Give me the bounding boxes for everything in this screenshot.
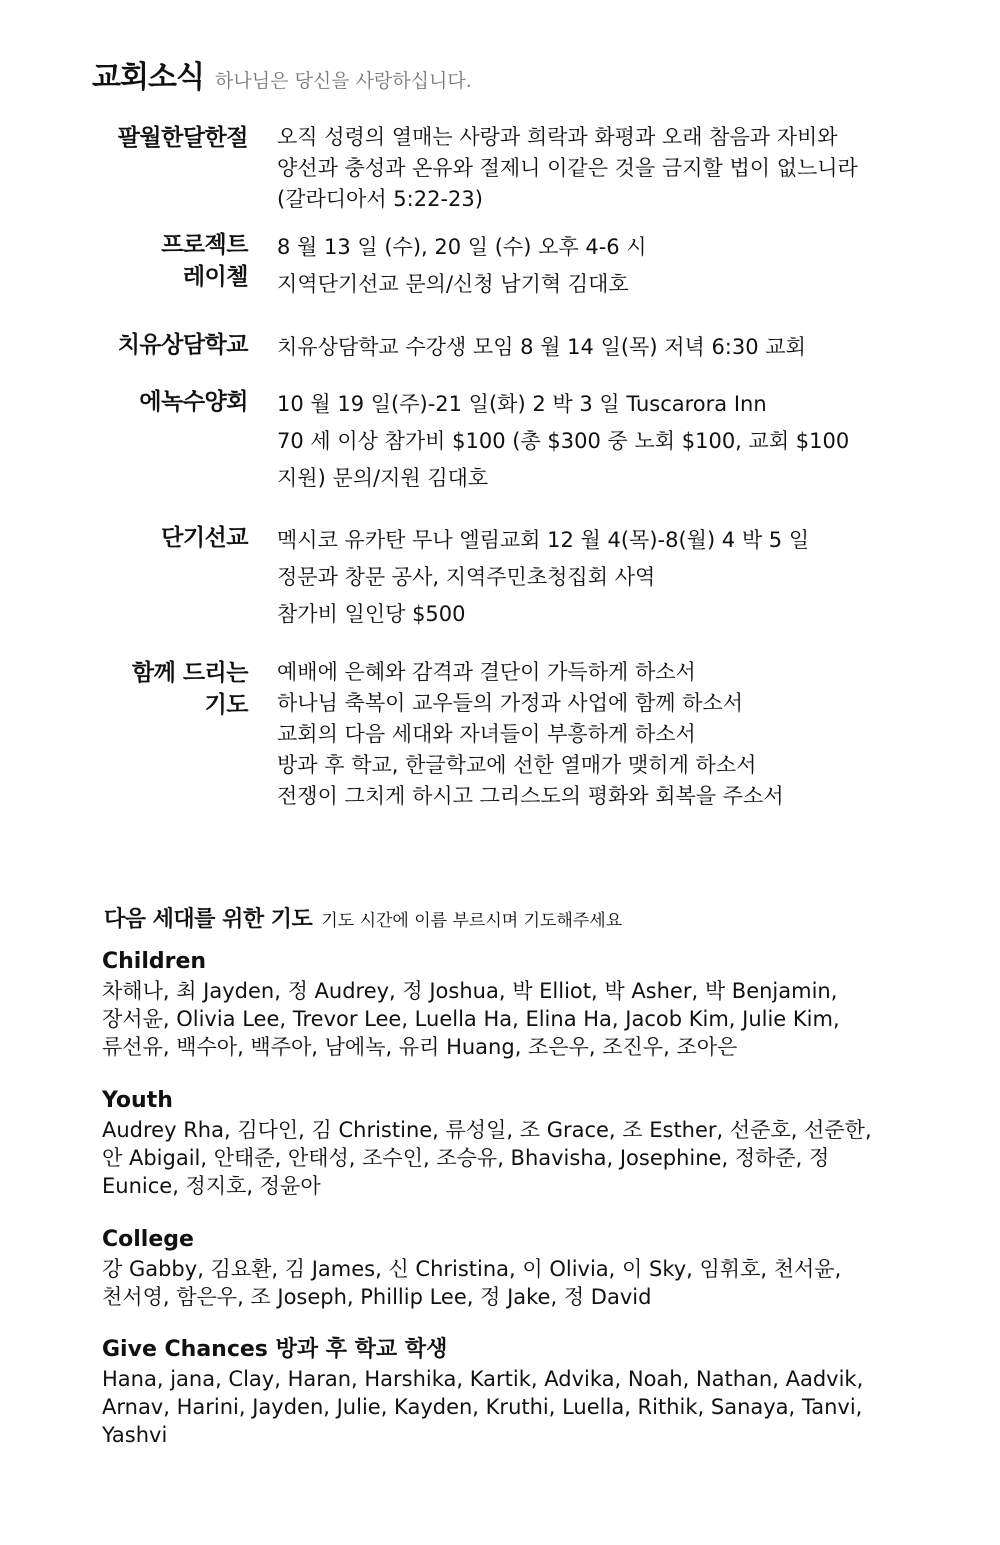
names-line: 강 Gabby, 김요환, 김 James, 신 Christina, 이 Olivia, 이 Sky, 임휘호, 천서윤, xyxy=(102,1257,842,1281)
section-label: 팔월한달한절 xyxy=(117,125,248,151)
content-line: 양선과 충성과 온유와 절제니 이같은 것을 금지할 법이 없느니라 xyxy=(277,156,858,180)
content-line: 전쟁이 그치게 하시고 그리스도의 평화와 회복을 주소서 xyxy=(277,784,784,808)
names-line: 차해나, 최 Jayden, 정 Audrey, 정 Joshua, 박 Elliot, 박 Asher, 박 Benjamin, xyxy=(102,979,838,1003)
section-label: 함께 드리는 기도 xyxy=(131,660,248,718)
content-line: 치유상담학교 수강생 모임 8 월 14 일(목) 저녁 6:30 교회 xyxy=(277,335,806,359)
prayer-header xyxy=(104,902,622,933)
group-names xyxy=(102,1365,982,1449)
group-title: Youth xyxy=(102,1088,173,1113)
prayer-title: 다음 세대를 위한 기도 xyxy=(104,907,313,932)
content-line: 지원) 문의/지원 김대호 xyxy=(277,466,489,490)
page-subtitle: 하나님은 당신을 사랑하십니다. xyxy=(215,70,472,92)
names-line: 류선유, 백수아, 백주아, 남에녹, 유리 Huang, 조은우, 조진우, 조아은 xyxy=(102,1035,738,1059)
content-line: 참가비 일인당 $500 xyxy=(277,602,466,626)
prayer-subtitle: 기도 시간에 이름 부르시며 기도해주세요 xyxy=(321,911,623,931)
section-content xyxy=(277,122,977,215)
names-line: Hana, jana, Clay, Haran, Harshika, Kartik, Advika, Noah, Nathan, Aadvik, xyxy=(102,1367,864,1391)
names-line: Eunice, 정지호, 정윤아 xyxy=(102,1174,321,1198)
names-line: 장서윤, Olivia Lee, Trevor Lee, Luella Ha, Elina Ha, Jacob Kim, Julie Kim, xyxy=(102,1007,840,1031)
content-line: 교회의 다음 세대와 자녀들이 부흥하게 하소서 xyxy=(277,722,696,746)
content-line: 예배에 은혜와 감격과 결단이 가득하게 하소서 xyxy=(277,660,696,684)
content-line: 멕시코 유카탄 무나 엘림교회 12 월 4(목)-8(월) 4 박 5 일 xyxy=(277,528,810,552)
section-content xyxy=(277,522,977,633)
names-line: Audrey Rha, 김다인, 김 Christine, 류성일, 조 Grace, 조 Esther, 선준호, 선준한, xyxy=(102,1118,872,1142)
group-names xyxy=(102,1116,982,1200)
section-label: 치유상담학교 xyxy=(117,332,248,358)
group-subtitle: 방과 후 학교 학생 xyxy=(275,1337,448,1362)
content-line: 하나님 축복이 교우들의 가정과 사업에 함께 하소서 xyxy=(277,691,744,715)
section-label: 단기선교 xyxy=(161,525,248,551)
content-line: (갈라디아서 5:22-23) xyxy=(277,187,483,211)
content-line: 지역단기선교 문의/신청 남기혁 김대호 xyxy=(277,272,629,296)
page-header xyxy=(92,52,472,96)
group-title: Children xyxy=(102,949,207,974)
content-line: 8 월 13 일 (수), 20 일 (수) 오후 4-6 시 xyxy=(277,235,647,259)
names-line: 안 Abigail, 안태준, 안태성, 조수인, 조승유, Bhavisha, Josephine, 정하준, 정 xyxy=(102,1146,830,1170)
content-line: 정문과 창문 공사, 지역주민초청집회 사역 xyxy=(277,565,656,589)
group-names xyxy=(102,1255,982,1311)
section-content xyxy=(277,386,977,497)
group-names xyxy=(102,977,982,1061)
section-content xyxy=(277,229,977,303)
section-label: 프로젝트 레이첼 xyxy=(161,232,248,290)
content-line: 10 월 19 일(주)-21 일(화) 2 박 3 일 Tuscarora Inn xyxy=(277,392,767,416)
group-title: College xyxy=(102,1227,194,1252)
names-line: Arnav, Harini, Jayden, Julie, Kayden, Kruthi, Luella, Rithik, Sanaya, Tanvi, xyxy=(102,1395,863,1419)
content-line: 오직 성령의 열매는 사랑과 희락과 화평과 오래 참음과 자비와 xyxy=(277,125,838,149)
content-line: 방과 후 학교, 한글학교에 선한 열매가 맺히게 하소서 xyxy=(277,753,757,777)
section-content xyxy=(277,329,977,366)
page-title: 교회소식 xyxy=(92,60,204,95)
prayer-group-give-chances xyxy=(102,1335,982,1449)
section-label: 에녹수양회 xyxy=(139,389,248,415)
content-line: 70 세 이상 참가비 $100 (총 $300 중 노회 $100, 교회 $100 xyxy=(277,429,850,453)
names-line: Yashvi xyxy=(102,1423,168,1447)
section-content xyxy=(277,657,977,812)
prayer-group-children xyxy=(102,947,982,1061)
group-title xyxy=(102,1335,982,1365)
names-line: 천서영, 함은우, 조 Joseph, Phillip Lee, 정 Jake, 정 David xyxy=(102,1285,652,1309)
group-title-text: Give Chances xyxy=(102,1337,268,1362)
prayer-group-youth xyxy=(102,1086,982,1200)
prayer-group-college xyxy=(102,1225,982,1311)
